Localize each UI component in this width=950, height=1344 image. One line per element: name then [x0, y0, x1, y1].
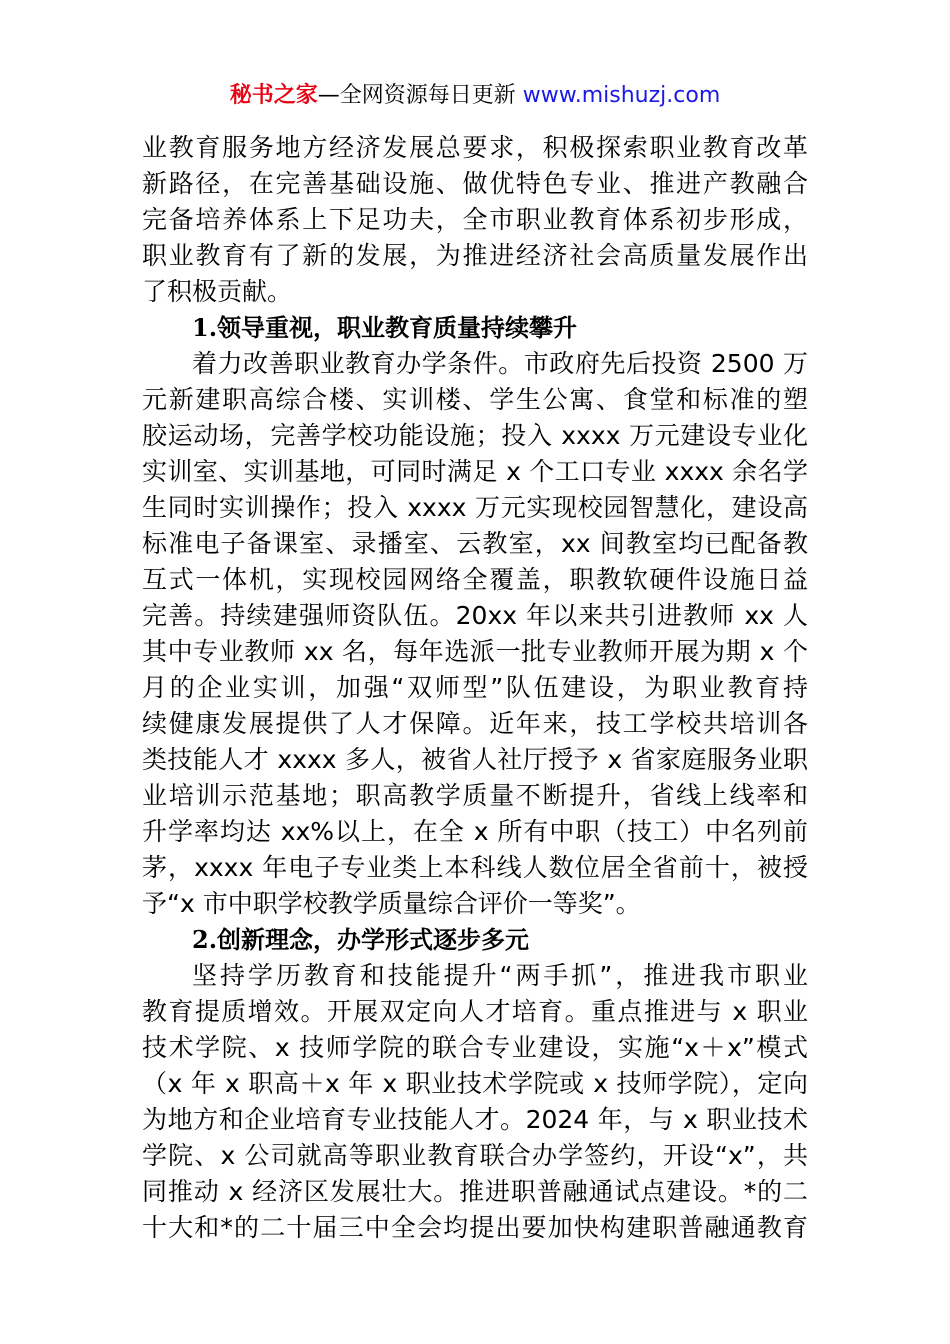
paragraph-line: 予“x 市中职学校教学质量综合评价一等奖”。 — [142, 889, 641, 918]
paragraph-line: 实训室、实训基地，可同时满足 x 个工口专业 xxxx 余名学 — [142, 457, 808, 486]
site-brand: 秘书之家 — [229, 83, 318, 108]
paragraph-line: 学院、x 公司就高等职业教育联合办学签约，开设“x”，共 — [142, 1141, 808, 1170]
paragraph-line: 完备培养体系上下足功夫，全市职业教育体系初步形成， — [142, 205, 808, 234]
paragraph-line: 续健康发展提供了人才保障。近年来，技工学校共培训各 — [142, 709, 808, 738]
paragraph-line: 教育提质增效。开展双定向人才培育。重点推进与 x 职业 — [142, 997, 808, 1026]
paragraph-line: 业培训示范基地；职高教学质量不断提升，省线上线率和 — [142, 781, 808, 810]
paragraph-line: 胶运动场，完善学校功能设施；投入 xxxx 万元建设专业化 — [142, 421, 808, 450]
paragraph-line: 了积极贡献。 — [142, 277, 293, 306]
paragraph-line: 业教育服务地方经济发展总要求，积极探索职业教育改革 — [142, 133, 808, 162]
paragraph-line: （x 年 x 职高＋x 年 x 职业技术学院或 x 技师学院），定向 — [142, 1069, 808, 1098]
paragraph-line: 十大和*的二十届三中全会均提出要加快构建职普融通教育 — [142, 1213, 808, 1242]
document-body — [142, 130, 808, 1246]
paragraph-line: 茅，xxxx 年电子专业类上本科线人数位居全省前十，被授 — [142, 853, 808, 882]
section-heading: 2.创新理念，办学形式逐步多元 — [192, 925, 530, 954]
paragraph-line: 互式一体机，实现校园网络全覆盖，职教软硬件设施日益 — [142, 565, 808, 594]
paragraph-line: 标准电子备课室、录播室、云教室，xx 间教室均已配备教 — [142, 529, 808, 558]
paragraph-line: 元新建职高综合楼、实训楼、学生公寓、食堂和标准的塑 — [142, 385, 808, 414]
paragraph-line: 月的企业实训，加强“双师型”队伍建设，为职业教育持 — [142, 673, 808, 702]
paragraph-line: 升学率均达 xx%以上，在全 x 所有中职（技工）中名列前 — [142, 817, 808, 846]
paragraph-line: 为地方和企业培育专业技能人才。2024 年，与 x 职业技术 — [142, 1105, 808, 1134]
paragraph-line: 同推动 x 经济区发展壮大。推进职普融通试点建设。*的二 — [142, 1177, 808, 1206]
site-tagline: —全网资源每日更新 — [317, 83, 516, 108]
paragraph-line: 类技能人才 xxxx 多人，被省人社厅授予 x 省家庭服务业职 — [142, 745, 808, 774]
paragraph-line: 其中专业教师 xx 名，每年选派一批专业教师开展为期 x 个 — [142, 637, 808, 666]
paragraph-first-line: 着力改善职业教育办学条件。市政府先后投资 2500 万 — [192, 349, 808, 378]
paragraph-line: 职业教育有了新的发展，为推进经济社会高质量发展作出 — [142, 241, 808, 270]
paragraph-line: 技术学院、x 技师学院的联合专业建设，实施“x＋x”模式 — [142, 1033, 808, 1062]
section-heading: 1.领导重视，职业教育质量持续攀升 — [192, 313, 578, 342]
paragraph-first-line: 坚持学历教育和技能提升“两手抓”，推进我市职业 — [192, 961, 808, 990]
site-header — [0, 80, 950, 112]
site-url-link[interactable]: www.mishuzj.com — [522, 83, 721, 108]
paragraph-line: 生同时实训操作；投入 xxxx 万元实现校园智慧化，建设高 — [142, 493, 808, 522]
paragraph-line: 新路径，在完善基础设施、做优特色专业、推进产教融合 — [142, 169, 808, 198]
paragraph-line: 完善。持续建强师资队伍。20xx 年以来共引进教师 xx 人 — [142, 601, 808, 630]
